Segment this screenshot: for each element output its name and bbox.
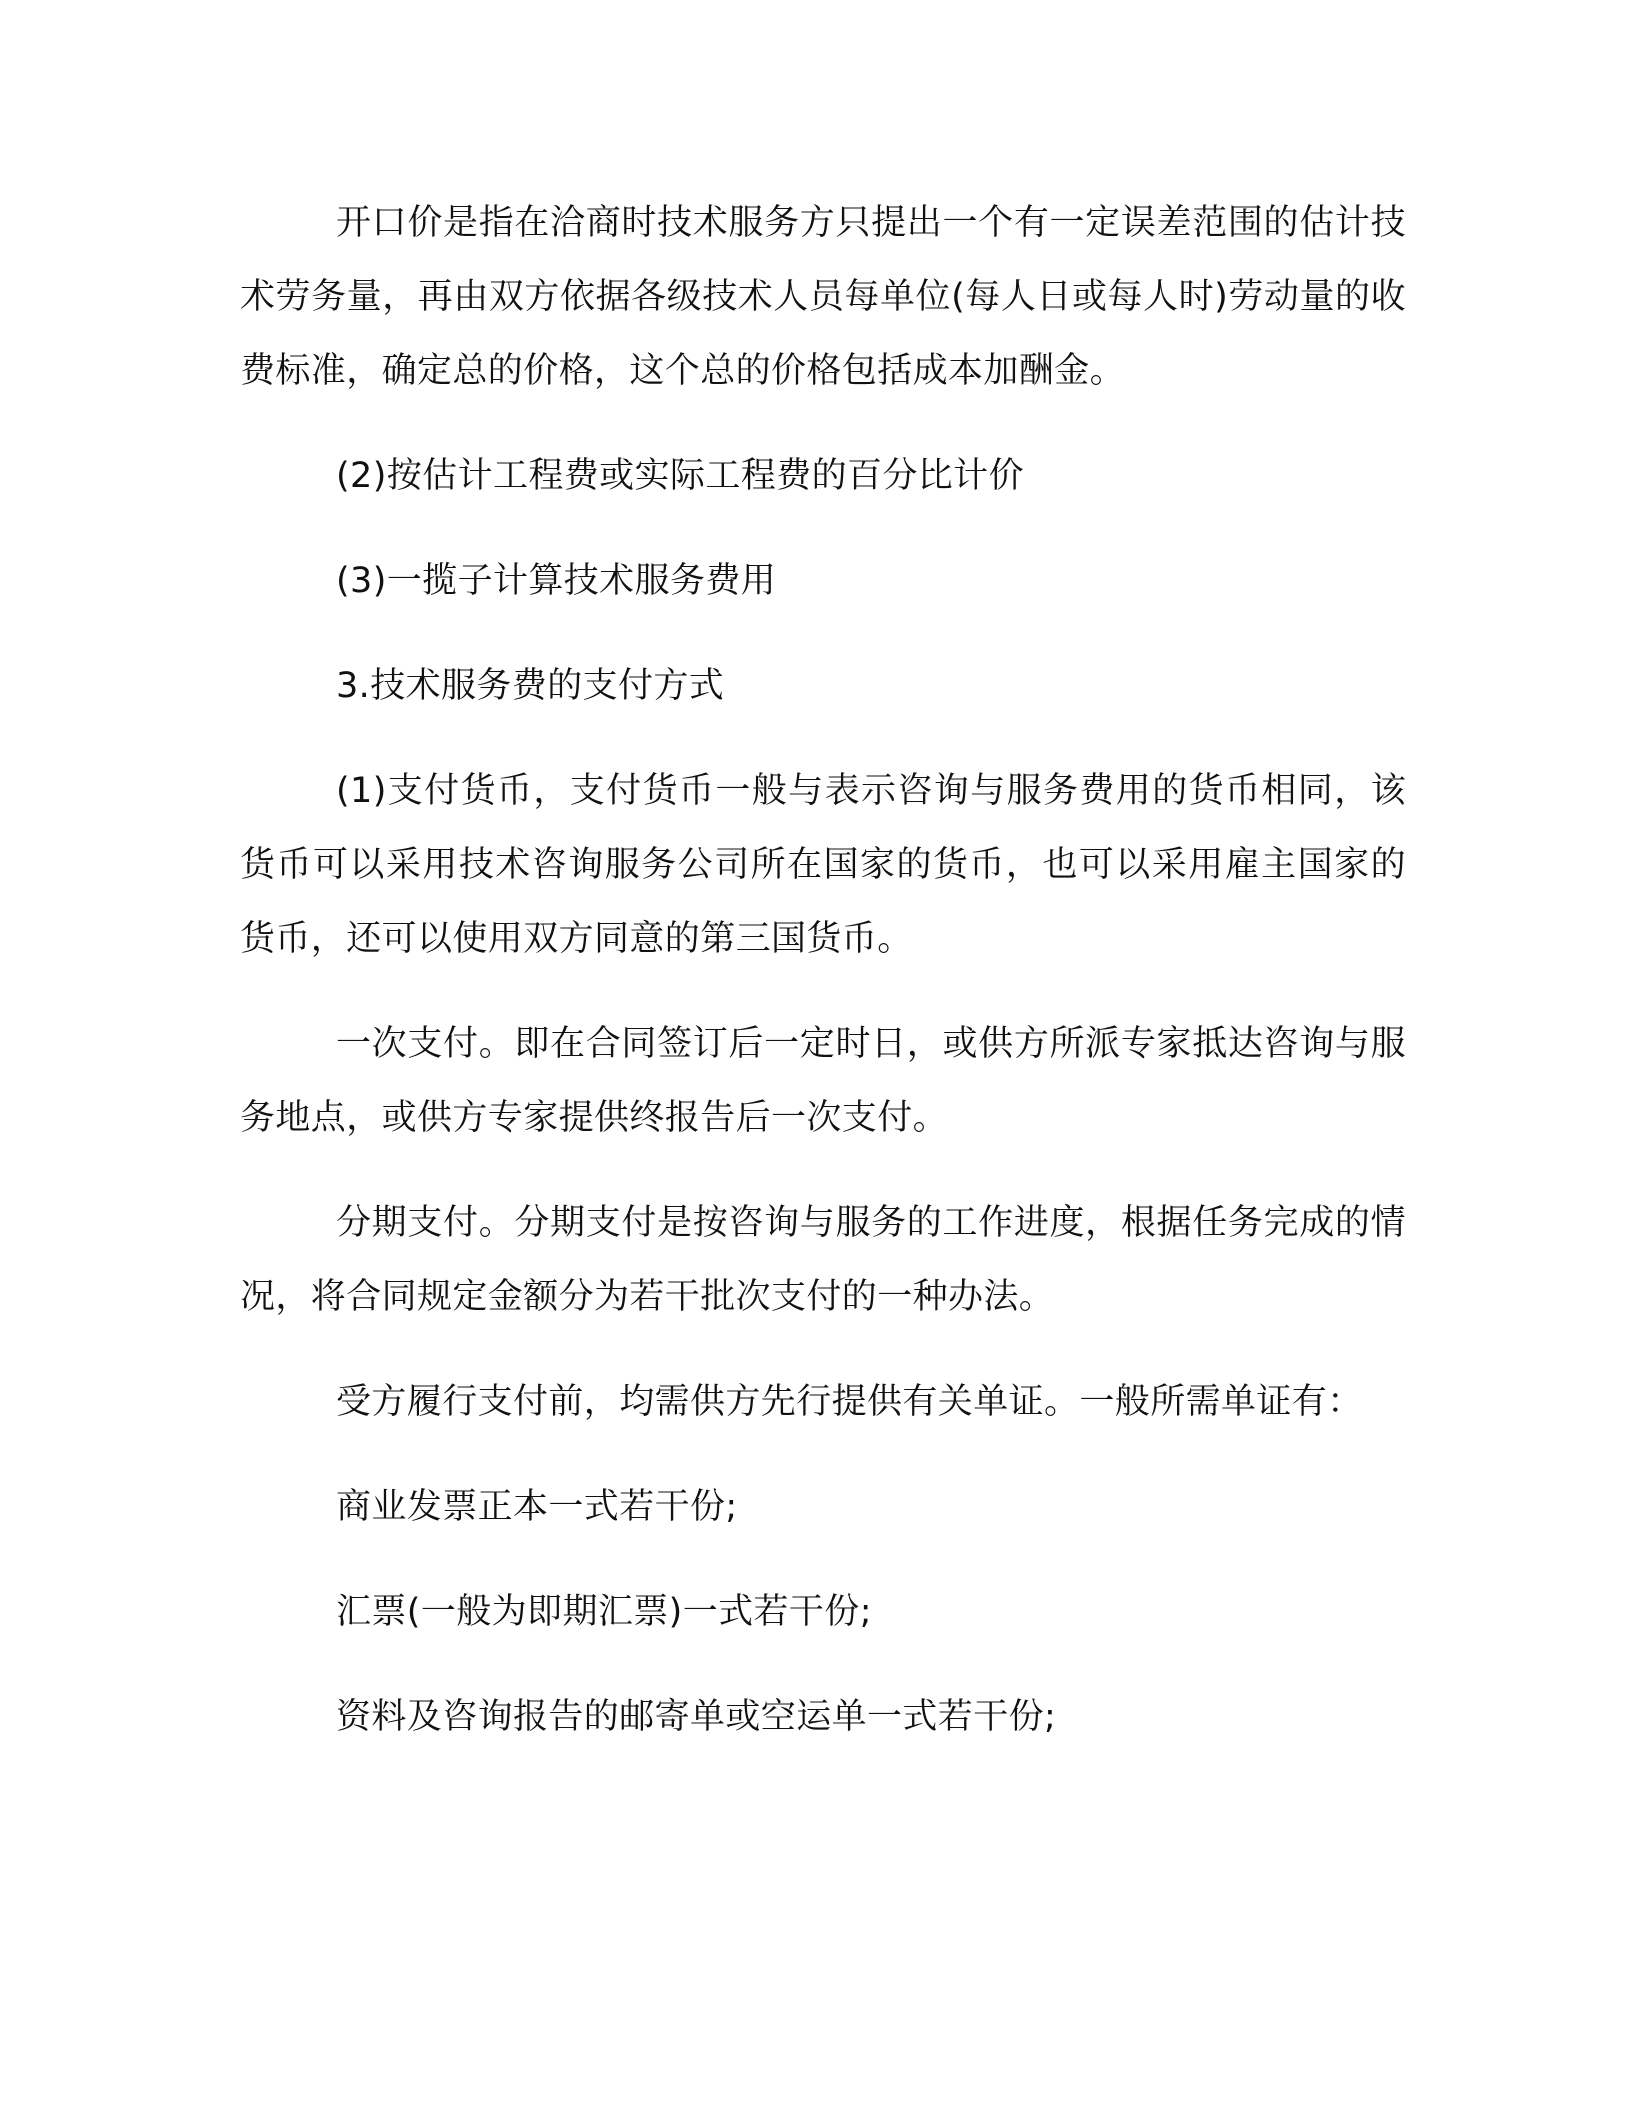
paragraph-item-3: (3)一揽子计算技术服务费用	[336, 561, 777, 601]
paragraph-installment-payment: 分期支付。分期支付是按咨询与服务的工作进度，根据任务完成的情况，将合同规定金额分为若干批次支付的一种办法。	[240, 1203, 1406, 1317]
list-item-shipping-receipt: 资料及咨询报告的邮寄单或空运单一式若干份;	[336, 1697, 1057, 1737]
list-item-commercial-invoice: 商业发票正本一式若干份;	[336, 1487, 738, 1527]
paragraph-open-price: 开口价是指在洽商时技术服务方只提出一个有一定误差范围的估计技术劳务量，再由双方依据各级技术人员每单位(每人日或每人时)劳动量的收费标准，确定总的价格，这个总的价格包括成本加酬金。	[240, 203, 1406, 391]
paragraph-required-documents: 受方履行支付前，均需供方先行提供有关单证。一般所需单证有：	[336, 1382, 1363, 1422]
section-heading-payment-method: 3.技术服务费的支付方式	[336, 666, 725, 706]
document-body	[240, 186, 1406, 1785]
paragraph-item-2: (2)按估计工程费或实际工程费的百分比计价	[336, 456, 1024, 496]
list-item-draft: 汇票(一般为即期汇票)一式若干份;	[336, 1592, 872, 1632]
paragraph-payment-currency: (1)支付货币，支付货币一般与表示咨询与服务费用的货币相同，该货币可以采用技术咨询服务公司所在国家的货币，也可以采用雇主国家的货币，还可以使用双方同意的第三国货币。	[240, 771, 1406, 959]
paragraph-lump-sum-payment: 一次支付。即在合同签订后一定时日，或供方所派专家抵达咨询与服务地点，或供方专家提供终报告后一次支付。	[240, 1024, 1406, 1138]
